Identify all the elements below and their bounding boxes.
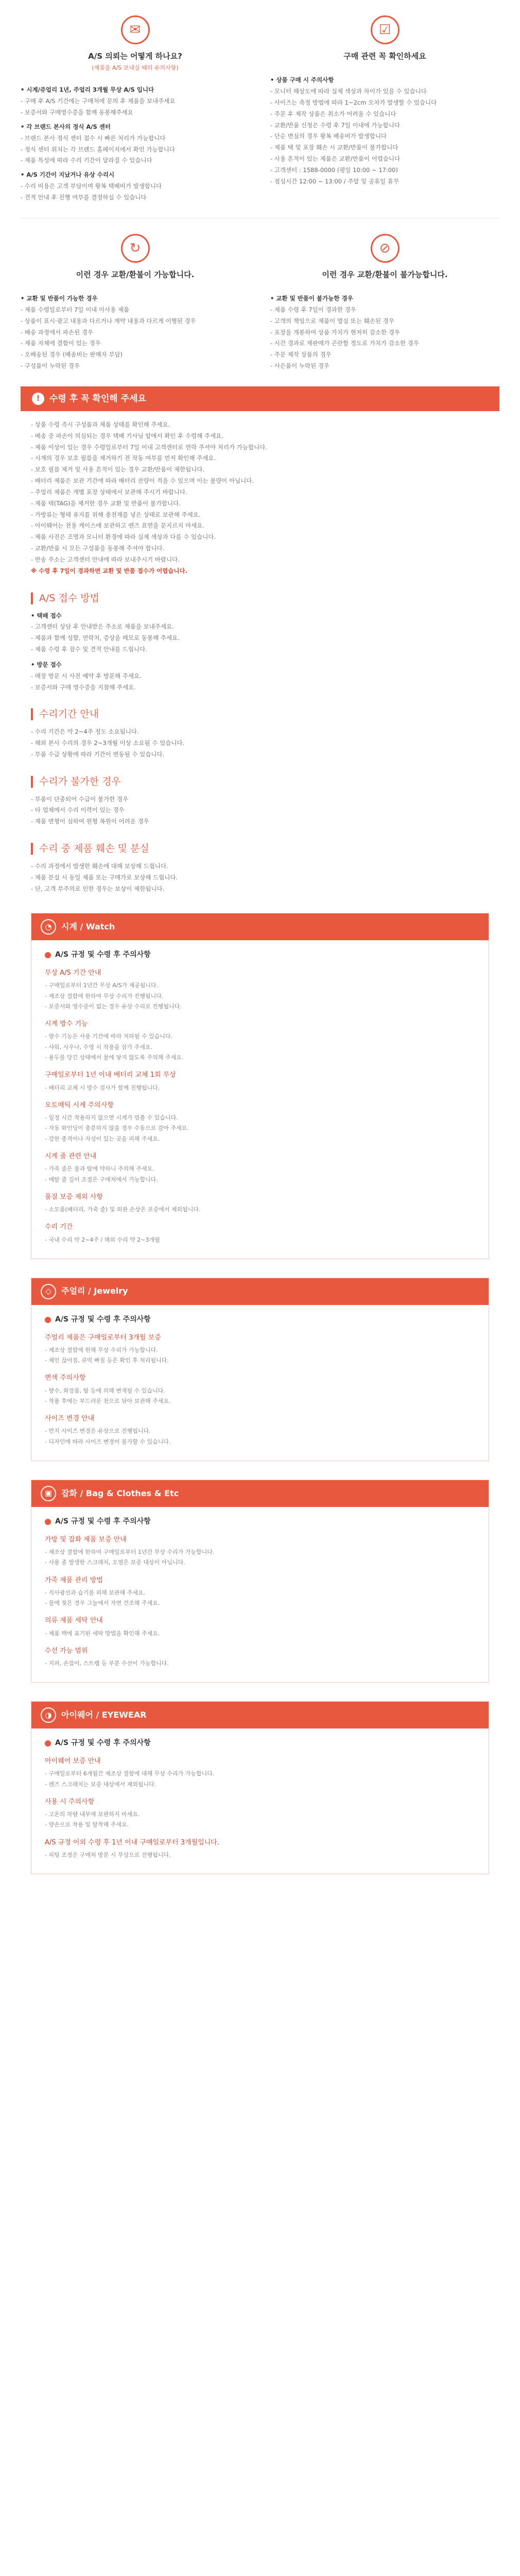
- shopping-bag-icon: ☑: [371, 15, 400, 44]
- rule-text: - 소모품(배터리, 가죽 줄) 및 외관 손상은 보증에서 제외됩니다.: [45, 1206, 201, 1213]
- refresh-icon: ↻: [121, 234, 150, 263]
- rule-text: - 구매일로부터 6개월간 제조상 결함에 대해 무상 수리가 가능합니다. - 렌즈 스크래치는 보증 대상에서 제외됩니다.: [45, 1770, 215, 1788]
- category-body: [31, 1507, 489, 1682]
- category-header: [31, 1480, 489, 1507]
- rule-title: 사이즈 변경 안내: [45, 1415, 95, 1423]
- bullet-icon: [45, 1519, 51, 1525]
- as-request-line: - 구매 후 A/S 기간에는 구매처에 문의 후 제품을 보내주세요: [21, 97, 176, 105]
- notice-line: - 제품 이상이 있는 경우 수령일로부터 7일 이내 고객센터로 연락 주셔야 처리가 가능합니다.: [31, 443, 267, 451]
- notice-line: - 시계의 경우 보호 필름을 제거하기 전 작동 여부를 먼저 확인해 주세요.: [31, 454, 216, 462]
- exchange-impossible-line: • 교환 및 반품이 불가능한 경우: [270, 294, 353, 302]
- exchange-possible-line: - 제품 자체에 결함이 있는 경우: [21, 340, 101, 347]
- as-method-heading: A/S 접수 방법: [31, 592, 489, 604]
- category-panel: [31, 1480, 489, 1683]
- rule-title: A/S 규정 이외 수령 후 1년 이내 구매일로부터 3개월입니다.: [45, 1838, 219, 1846]
- purchase-check-line: - 사이즈는 측정 방법에 따라 1~2cm 오차가 발생할 수 있습니다: [270, 98, 437, 106]
- rule-title: 변색 주의사항: [45, 1374, 86, 1382]
- notice-line: - 배터리 제품은 보관 기간에 따라 배터리 잔량이 적을 수 있으며 이는 불량이 아닙니다.: [31, 477, 254, 485]
- exchange-possible-line: - 제품 수령일로부터 7일 이내 미사용 제품: [21, 306, 130, 313]
- as-method-line: - 고객센터 상담 후 안내받은 주소로 제품을 보내주세요.: [31, 623, 174, 631]
- category-title: 잡화 / Bag & Clothes & Etc: [61, 1488, 179, 1498]
- purchase-check-line: - 주문 후 제작 상품은 취소가 어려울 수 있습니다: [270, 110, 396, 117]
- rule-text: - 고온의 차량 내부에 보관하지 마세요. - 양손으로 착용 및 탈착해 주세요.: [45, 1811, 140, 1828]
- exchange-possible-line: - 오배송된 경우 (배송비는 판매자 부담): [21, 351, 123, 359]
- notice-list: [31, 419, 489, 566]
- category-panel: [31, 913, 489, 1259]
- category-title: 아이웨어 / EYEWEAR: [61, 1709, 147, 1720]
- category-subtitle: [45, 1314, 475, 1326]
- as-request-line: - 견적 안내 후 진행 여부를 결정하실 수 있습니다: [21, 193, 147, 201]
- notice-line: - 주얼리 제품은 개별 포장 상태에서 보관해 주시기 바랍니다.: [31, 488, 187, 496]
- exchange-impossible-list: [270, 290, 499, 372]
- rule-text: - 직사광선과 습기를 피해 보관해 주세요. - 물에 젖은 경우 그늘에서 자연 건조해 주세요.: [45, 1589, 160, 1607]
- repair-period-line: - 부품 수급 상황에 따라 기간이 변동될 수 있습니다.: [31, 750, 165, 758]
- exchange-impossible-line: - 주문 제작 상품의 경우: [270, 351, 332, 359]
- category-panels: [21, 913, 499, 1874]
- purchase-check-line: - 제품 택 및 포장 훼손 시 교환/반품이 불가합니다: [270, 144, 398, 151]
- rule-text: - 국내 수리 약 2~4주 / 해외 수리 약 2~3개월: [45, 1236, 160, 1243]
- repair-period-line: - 수리 기간은 약 2~4주 정도 소요됩니다.: [31, 728, 139, 736]
- purchase-check-line: - 교환/반품 신청은 수령 후 7일 이내에 가능합니다: [270, 121, 400, 129]
- rule-text: - 배터리 교체 시 방수 검사가 함께 진행됩니다.: [45, 1084, 160, 1091]
- rule-title: 주얼리 제품은 구매일로부터 3개월 보증: [45, 1333, 161, 1342]
- unrepairable-line: - 타 업체에서 수리 이력이 있는 경우: [31, 806, 125, 814]
- notice-line: - 제품 택(TAG)을 제거한 경우 교환 및 반품이 불가합니다.: [31, 499, 181, 507]
- as-method-line: • 택배 접수: [31, 612, 62, 619]
- as-request-line: - 제품 특성에 따라 수리 기간이 달라질 수 있습니다: [21, 157, 152, 164]
- as-request-line: - 정식 센터 위치는 각 브랜드 홈페이지에서 확인 가능합니다: [21, 145, 176, 153]
- rule-title: 가죽 제품 관리 방법: [45, 1576, 103, 1584]
- category-subtitle-text: A/S 규정 및 수령 후 주의사항: [55, 1517, 151, 1526]
- as-request-title: A/S 의뢰는 어떻게 하나요?: [88, 52, 182, 61]
- purchase-check-line: - 점심시간 12:00 ~ 13:00 / 주말 및 공휴일 휴무: [270, 177, 400, 185]
- rule-text: - 방수 기능은 사용 기간에 따라 저하될 수 있습니다. - 샤워, 사우나, 수영 시 착용을 삼가 주세요. - 용두를 당긴 상태에서 물에 닿지 않도록 주의해 주세요.: [45, 1033, 184, 1061]
- notice-line: - 상품 수령 즉시 구성품과 제품 상태를 확인해 주세요.: [31, 420, 170, 428]
- exchange-possible-column: [21, 234, 250, 372]
- category-title: 시계 / Watch: [61, 921, 115, 931]
- as-method-body: [21, 611, 499, 693]
- exchange-possible-line: • 교환 및 반품이 가능한 경우: [21, 294, 98, 302]
- rule-text: - 가죽 줄은 물과 땀에 약하니 주의해 주세요. - 메탈 줄 길이 조절은 구매처에서 가능합니다.: [45, 1165, 158, 1183]
- rule-text: - 구매일로부터 1년간 무상 A/S가 제공됩니다. - 제조상 결함에 한하여 무상 수리가 진행됩니다. - 보증서와 영수증이 없는 경우 유상 수리로 진행됩니다.: [45, 982, 182, 1010]
- unrepairable-line: - 부품이 단종되어 수급이 불가한 경우: [31, 795, 129, 803]
- notice-line: - 제품 사진은 조명과 모니터 환경에 따라 실제 색상과 다를 수 있습니다.: [31, 533, 216, 541]
- purchase-check-column: [270, 15, 499, 204]
- category-body: [31, 1728, 489, 1874]
- category-icon: ◑: [41, 1707, 56, 1723]
- category-subtitle-text: A/S 규정 및 수령 후 주의사항: [55, 951, 151, 959]
- bullet-icon: [45, 1317, 51, 1323]
- rule-title: 사용 시 주의사항: [45, 1798, 95, 1806]
- unrepairable-body: [21, 794, 499, 828]
- category-subtitle: [45, 1516, 475, 1528]
- rule-text: - 제조상 결함에 한해 무상 수리가 가능합니다. - 체인 끊어짐, 큐빅 빠짐 등은 확인 후 처리됩니다.: [45, 1346, 169, 1364]
- exchange-possible-list: [21, 290, 250, 372]
- purchase-check-title: 구매 관련 꼭 확인하세요: [343, 52, 426, 61]
- exclamation-icon: !: [32, 393, 44, 405]
- exchange-possible-line: - 구성품이 누락된 경우: [21, 362, 80, 370]
- category-subtitle: [45, 1738, 475, 1749]
- category-header: [31, 1278, 489, 1305]
- as-request-column: [21, 15, 250, 204]
- category-icon: ◇: [41, 1284, 56, 1299]
- purchase-check-line: - 모니터 해상도에 따라 실제 색상과 차이가 있을 수 있습니다: [270, 88, 427, 95]
- rule-text: - 피팅 조정은 구매처 방문 시 무상으로 진행됩니다.: [45, 1851, 171, 1858]
- rule-text: - 제조상 결함에 한하여 구매일로부터 1년간 무상 수리가 가능합니다. - 사용 중 발생한 스크래치, 오염은 보증 대상이 아닙니다.: [45, 1548, 215, 1566]
- damage-body: [21, 861, 499, 895]
- category-subtitle-text: A/S 규정 및 수령 후 주의사항: [55, 1315, 151, 1324]
- as-method-line: - 제품 수령 후 검수 및 견적 안내를 드립니다.: [31, 646, 147, 653]
- rule-title: 시계 줄 관련 안내: [45, 1153, 97, 1161]
- as-request-line: - 수리 비용은 고객 부담이며 왕복 택배비가 발생합니다: [21, 182, 162, 190]
- purchase-check-list: [270, 72, 499, 187]
- no-return-icon: ⊘: [371, 234, 400, 263]
- purchase-check-line: - 단순 변심의 경우 왕복 배송비가 발생합니다: [270, 132, 387, 140]
- notice-warning: ※ 수령 후 7일이 경과하면 교환 및 반품 접수가 어렵습니다.: [31, 567, 187, 574]
- rule-text: - 향수, 화장품, 땀 등에 의해 변색될 수 있습니다. - 착용 후에는 부드러운 천으로 닦아 보관해 주세요.: [45, 1387, 171, 1404]
- as-request-line: • 각 브랜드 본사의 정식 A/S 센터: [21, 123, 111, 130]
- repair-period-heading: 수리기간 안내: [31, 708, 489, 720]
- banner-title: 수령 후 꼭 확인해 주세요: [49, 393, 146, 404]
- repair-box-icon: ✉: [121, 15, 150, 44]
- unrepairable-line: - 제품 변형이 심하여 원형 복원이 어려운 경우: [31, 818, 149, 825]
- exchange-impossible-line: - 제품 수령 후 7일이 경과한 경우: [270, 306, 356, 313]
- notice-line: - 가방류는 형태 유지를 위해 충전재를 넣은 상태로 보관해 주세요.: [31, 511, 201, 518]
- exchange-impossible-line: - 포장을 개봉하여 상품 가치가 현저히 감소한 경우: [270, 328, 400, 336]
- as-method-line: - 보증서와 구매 영수증을 지참해 주세요.: [31, 683, 136, 691]
- rule-title: 무상 A/S 기간 안내: [45, 969, 101, 977]
- repair-period-body: [21, 726, 499, 760]
- as-method-line: - 제품과 함께 성함, 연락처, 증상을 메모로 동봉해 주세요.: [31, 634, 180, 642]
- as-request-line: - 보증서와 구매영수증을 함께 동봉해주세요: [21, 108, 133, 116]
- exchange-impossible-line: - 사은품이 누락된 경우: [270, 362, 330, 370]
- check-after-receipt-banner: [21, 386, 499, 411]
- rule-title: 수선 가능 범위: [45, 1647, 88, 1655]
- rule-text: - 지퍼, 손잡이, 스트랩 등 부분 수선이 가능합니다.: [45, 1660, 169, 1667]
- exchange-possible-line: - 상품이 표시·광고 내용과 다르거나 계약 내용과 다르게 이행된 경우: [21, 317, 196, 325]
- as-method-line: - 매장 방문 시 사전 예약 후 방문해 주세요.: [31, 672, 142, 680]
- purchase-check-line: - 사용 흔적이 있는 제품은 교환/반품이 어렵습니다: [270, 155, 401, 163]
- exchange-possible-title: 이런 경우 교환/환불이 가능합니다.: [76, 269, 195, 279]
- exchange-impossible-line: - 시간 경과로 재판매가 곤란할 정도로 가치가 감소한 경우: [270, 340, 419, 347]
- damage-heading: 수리 중 제품 훼손 및 분실: [31, 843, 489, 855]
- unrepairable-heading: 수리가 불가한 경우: [31, 776, 489, 788]
- rule-title: 수리 기간: [45, 1223, 73, 1231]
- category-title: 주얼리 / Jewelry: [61, 1286, 128, 1296]
- rule-text: - 반지 사이즈 변경은 유상으로 진행됩니다. - 디자인에 따라 사이즈 변경이 불가할 수 있습니다.: [45, 1428, 171, 1445]
- rule-title: 아이웨어 보증 안내: [45, 1757, 101, 1766]
- bullet-icon: [45, 952, 51, 958]
- category-subtitle-text: A/S 규정 및 수령 후 주의사항: [55, 1739, 151, 1748]
- repair-period-line: - 해외 본사 수리의 경우 2~3개월 이상 소요될 수 있습니다.: [31, 739, 185, 747]
- damage-line: - 제품 분실 시 동일 제품 또는 구매가로 보상해 드립니다.: [31, 873, 178, 881]
- exchange-possible-line: - 배송 과정에서 파손된 경우: [21, 328, 93, 336]
- exchange-row: [21, 218, 499, 372]
- rule-text: - 일정 시간 착용하지 않으면 시계가 멈출 수 있습니다. - 자동 와인딩이 충분하지 않을 경우 수동으로 감아 주세요. - 강한 충격이나 자성이 있는 곳을 피해 주세요.: [45, 1114, 189, 1142]
- rule-title: 시계 방수 기능: [45, 1020, 88, 1028]
- category-subtitle: [45, 950, 475, 961]
- notice-line: - 배송 중 파손이 의심되는 경우 택배 기사님 앞에서 확인 후 수령해 주세요.: [31, 432, 223, 439]
- category-icon: ◔: [41, 919, 56, 935]
- as-method-line: • 방문 접수: [31, 660, 62, 668]
- receipt-notice: [21, 419, 499, 577]
- exchange-impossible-column: [270, 234, 499, 372]
- category-panel: [31, 1278, 489, 1461]
- as-request-subtitle: (제품을 A/S 보내실 때의 유의사항): [92, 64, 179, 72]
- category-panel: [31, 1701, 489, 1874]
- category-header: [31, 913, 489, 940]
- bullet-icon: [45, 1740, 51, 1747]
- rule-title: 가방 및 잡화 제품 보증 안내: [45, 1535, 127, 1544]
- notice-line: - 아이웨어는 전용 케이스에 보관하고 렌즈 표면을 문지르지 마세요.: [31, 522, 204, 530]
- damage-line: - 수리 과정에서 발생한 훼손에 대해 보상해 드립니다.: [31, 862, 168, 870]
- category-body: [31, 1305, 489, 1461]
- category-header: [31, 1702, 489, 1728]
- exchange-impossible-title: 이런 경우 교환/환불이 불가능합니다.: [322, 269, 448, 279]
- as-request-list: [21, 81, 250, 203]
- rule-title: 품질 보증 제외 사항: [45, 1193, 103, 1201]
- rule-title: 오토매틱 시계 주의사항: [45, 1101, 114, 1109]
- top-info-row: [21, 0, 499, 204]
- rule-title: 의류 제품 세탁 안내: [45, 1617, 103, 1625]
- rule-title: 구매일로부터 1년 이내 배터리 교체 1회 무상: [45, 1071, 176, 1079]
- damage-line: - 단, 고객 부주의로 인한 경우는 보상이 제한됩니다.: [31, 885, 165, 892]
- category-body: [31, 940, 489, 1258]
- as-request-line: • A/S 기간이 지났거나 유상 수리시: [21, 171, 115, 179]
- category-icon: ▣: [41, 1486, 56, 1501]
- notice-line: - 반송 주소는 고객센터 안내에 따라 보내주시기 바랍니다.: [31, 556, 180, 564]
- purchase-check-line: - 고객센터 : 1588-0000 (평일 10:00 ~ 17:00): [270, 166, 398, 174]
- as-request-line: - 브랜드 본사 정식 센터 접수 시 빠른 처리가 가능합니다: [21, 134, 166, 142]
- purchase-check-line: • 상품 구매 시 주의사항: [270, 76, 334, 84]
- notice-line: - 교환/반품 시 모든 구성품을 동봉해 주셔야 합니다.: [31, 545, 165, 552]
- exchange-impossible-line: - 고객의 책임으로 제품이 멸실 또는 훼손된 경우: [270, 317, 394, 325]
- as-request-line: • 시계/쥬얼리 1년, 주얼리 3개월 무상 A/S 입니다: [21, 86, 154, 94]
- rule-text: - 제품 택에 표기된 세탁 방법을 확인해 주세요.: [45, 1630, 160, 1637]
- notice-line: - 보호 필름 제거 및 사용 흔적이 있는 경우 교환/반품이 제한됩니다.: [31, 466, 205, 473]
